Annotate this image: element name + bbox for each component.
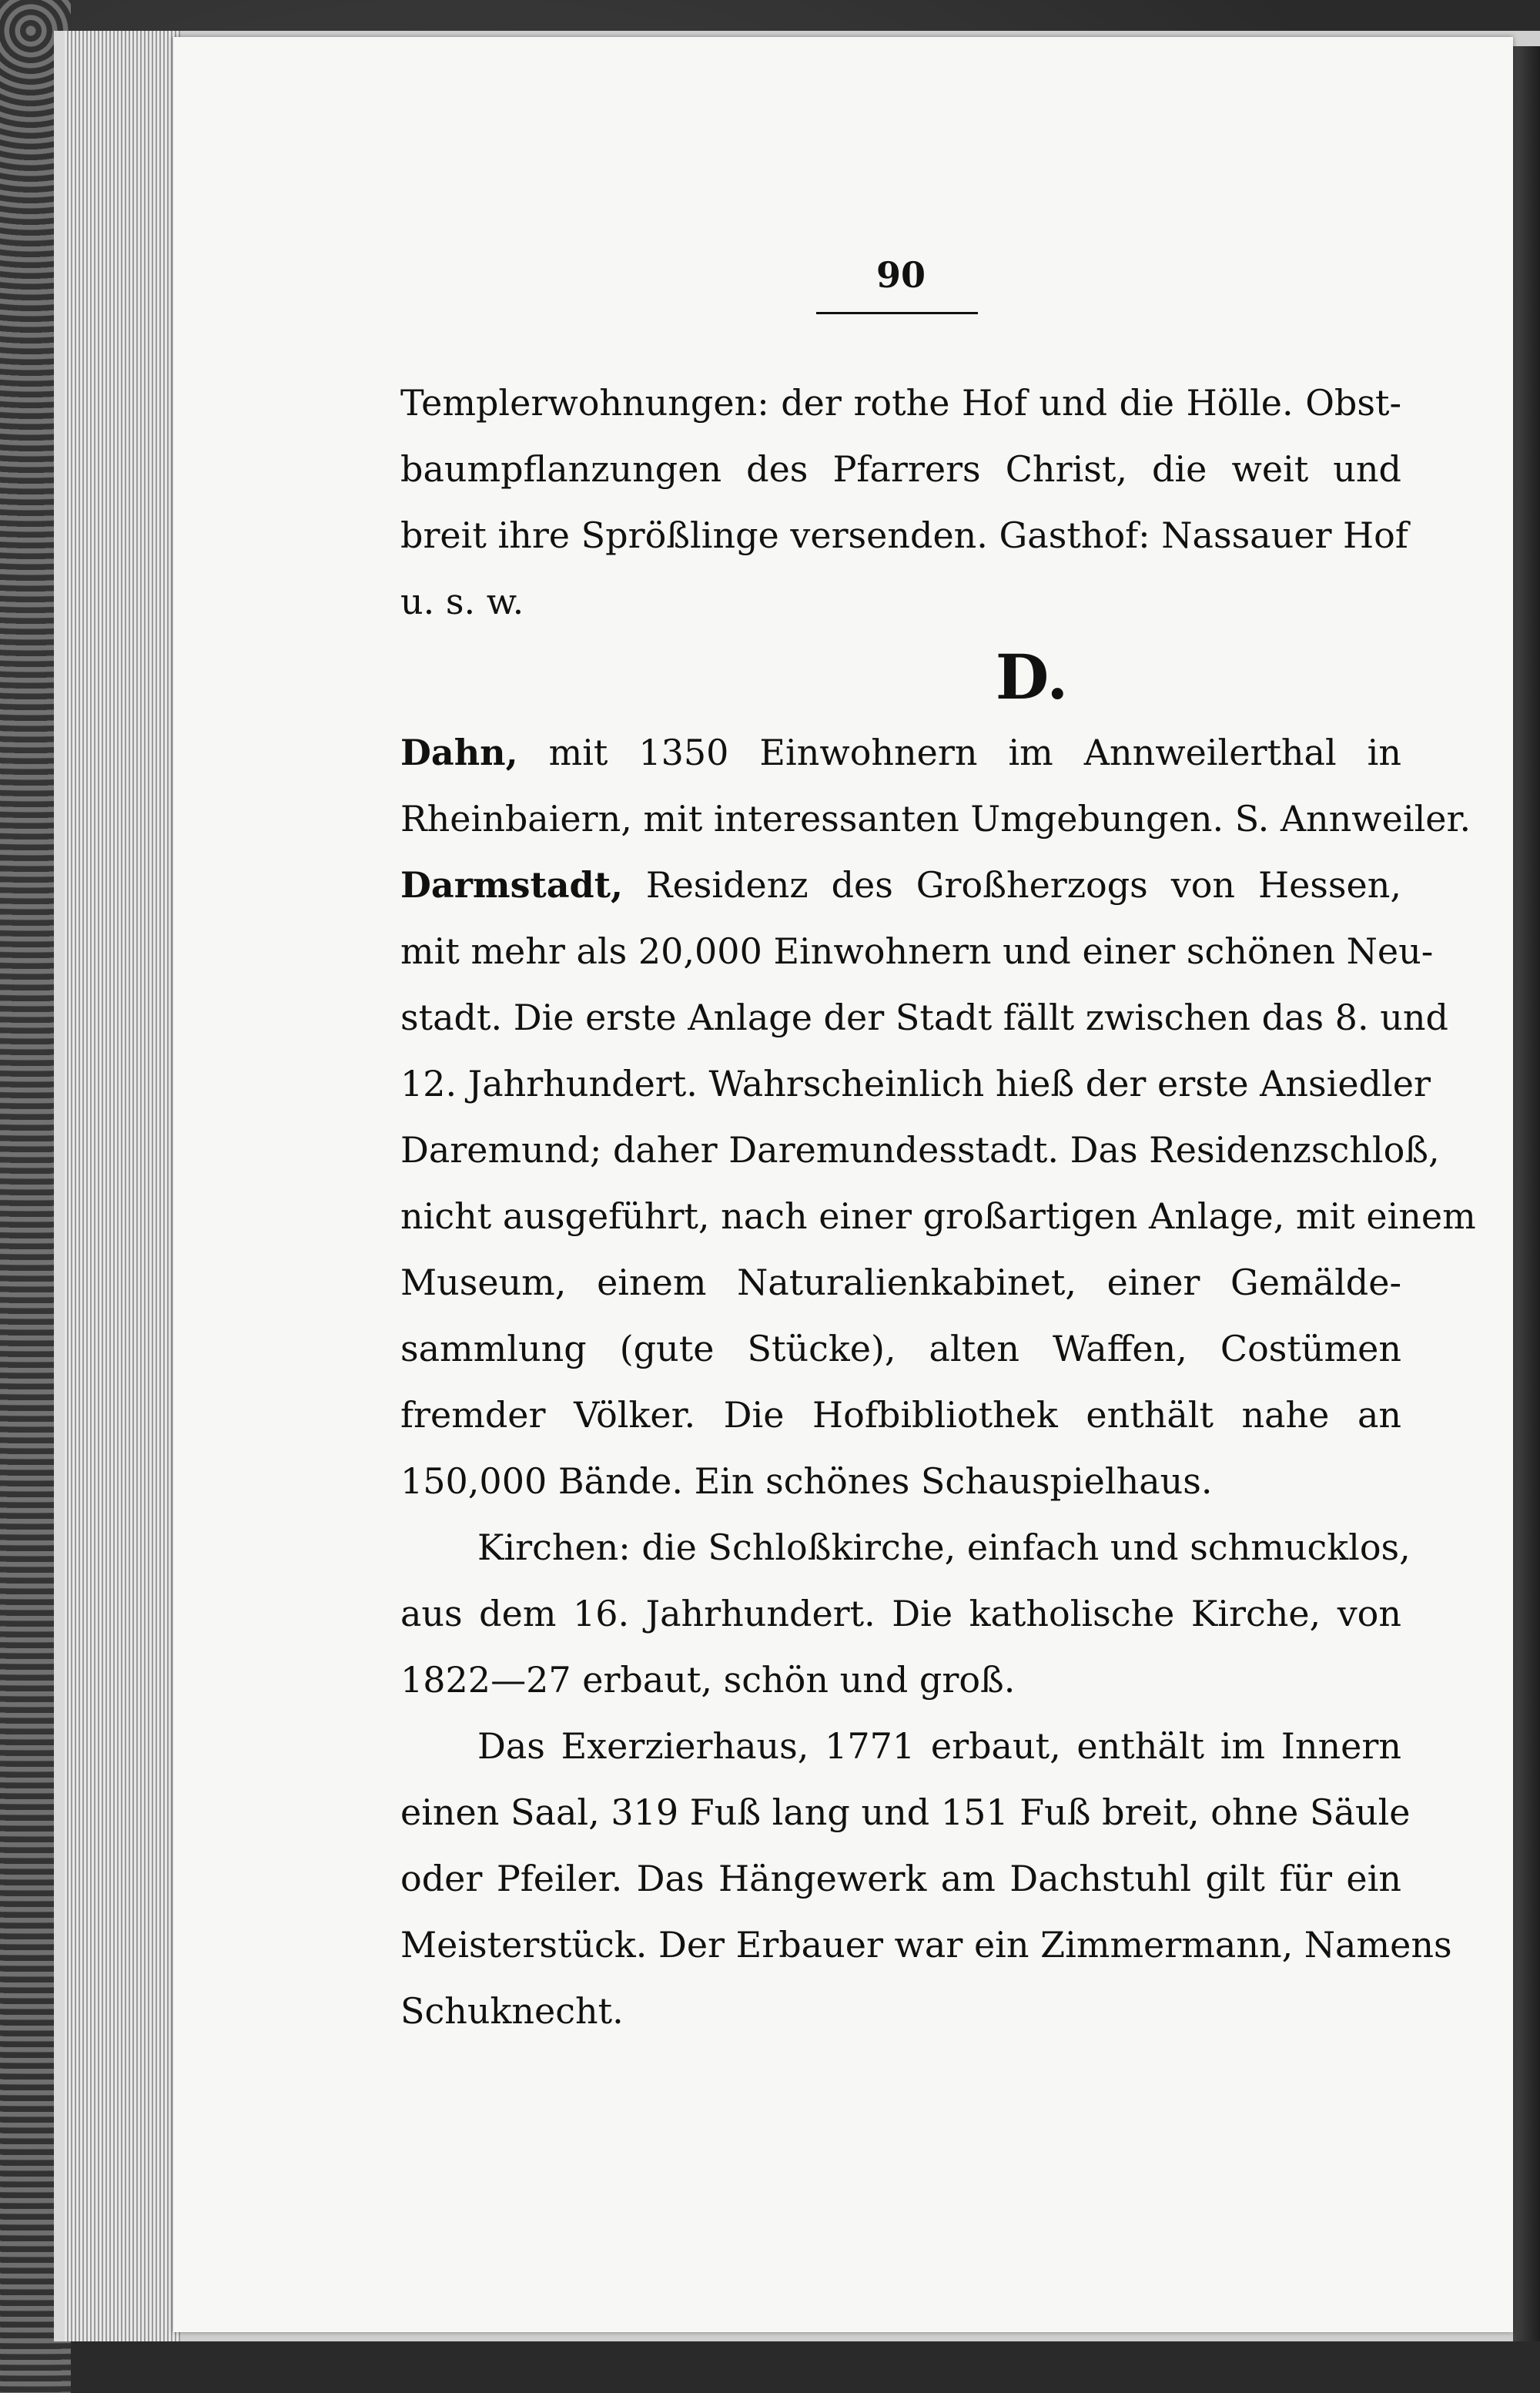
entry-darmstadt: Darmstadt, Residenz des Großherzogs von Hessen,: [400, 864, 1401, 906]
text-line: oder Pfeiler. Das Hängewerk am Dachstuhl gilt für ein: [400, 1858, 1401, 1899]
text-line: u. s. w.: [400, 581, 524, 622]
lemma: Darmstadt,: [400, 864, 623, 906]
page-number-rule: [816, 312, 978, 314]
text-line: baumpflanzungen des Pfarrers Christ, die weit und: [400, 448, 1401, 490]
page-number: 90: [875, 254, 926, 296]
text-line: 150,000 Bände. Ein schönes Schauspielhaus.: [400, 1460, 1213, 1502]
text-line: Daremund; daher Daremundesstadt. Das Residenzschloß,: [400, 1129, 1440, 1171]
text-line: einen Saal, 319 Fuß lang und 151 Fuß breit, ohne Säule: [400, 1791, 1411, 1833]
text-line: Kirchen: die Schloßkirche, einfach und schmucklos,: [477, 1527, 1411, 1568]
text-line: Museum, einem Naturalienkabinet, einer Gemälde-: [400, 1262, 1401, 1303]
entry-dahn: Dahn, mit 1350 Einwohnern im Annweilerthal in: [400, 732, 1401, 773]
text-line: mit mehr als 20,000 Einwohnern und einer schönen Neu-: [400, 930, 1434, 972]
section-letter-heading: D.: [995, 641, 1069, 713]
book-gutter: [1513, 46, 1540, 2341]
text-line: Meisterstück. Der Erbauer war ein Zimmermann, Namens: [400, 1924, 1452, 1966]
text-line: stadt. Die erste Anlage der Stadt fällt zwischen das 8. und: [400, 997, 1448, 1038]
text-line: breit ihre Sprößlinge versenden. Gasthof: Nassauer Hof: [400, 514, 1408, 556]
text-line: Rheinbaiern, mit interessanten Umgebungen. S. Annweiler.: [400, 798, 1471, 840]
text-line: Templerwohnungen: der rothe Hof und die Hölle. Obst-: [400, 382, 1401, 424]
page-text: [400, 370, 1476, 2044]
text-line: 1822—27 erbaut, schön und groß.: [400, 1659, 1016, 1701]
text-line: fremder Völker. Die Hofbibliothek enthält nahe an: [400, 1394, 1401, 1436]
text-line: Das Exerzierhaus, 1771 erbaut, enthält im Innern: [477, 1725, 1401, 1767]
text-line: Schuknecht.: [400, 1990, 624, 2032]
lemma: Dahn,: [400, 732, 518, 773]
text-line: sammlung (gute Stücke), alten Waffen, Costümen: [400, 1328, 1401, 1369]
text-line: aus dem 16. Jahrhundert. Die katholische Kirche, von: [400, 1593, 1401, 1634]
text-line: 12. Jahrhundert. Wahrscheinlich hieß der erste Ansiedler: [400, 1063, 1431, 1104]
text-line: nicht ausgeführt, nach einer großartigen Anlage, mit einem: [400, 1195, 1476, 1237]
